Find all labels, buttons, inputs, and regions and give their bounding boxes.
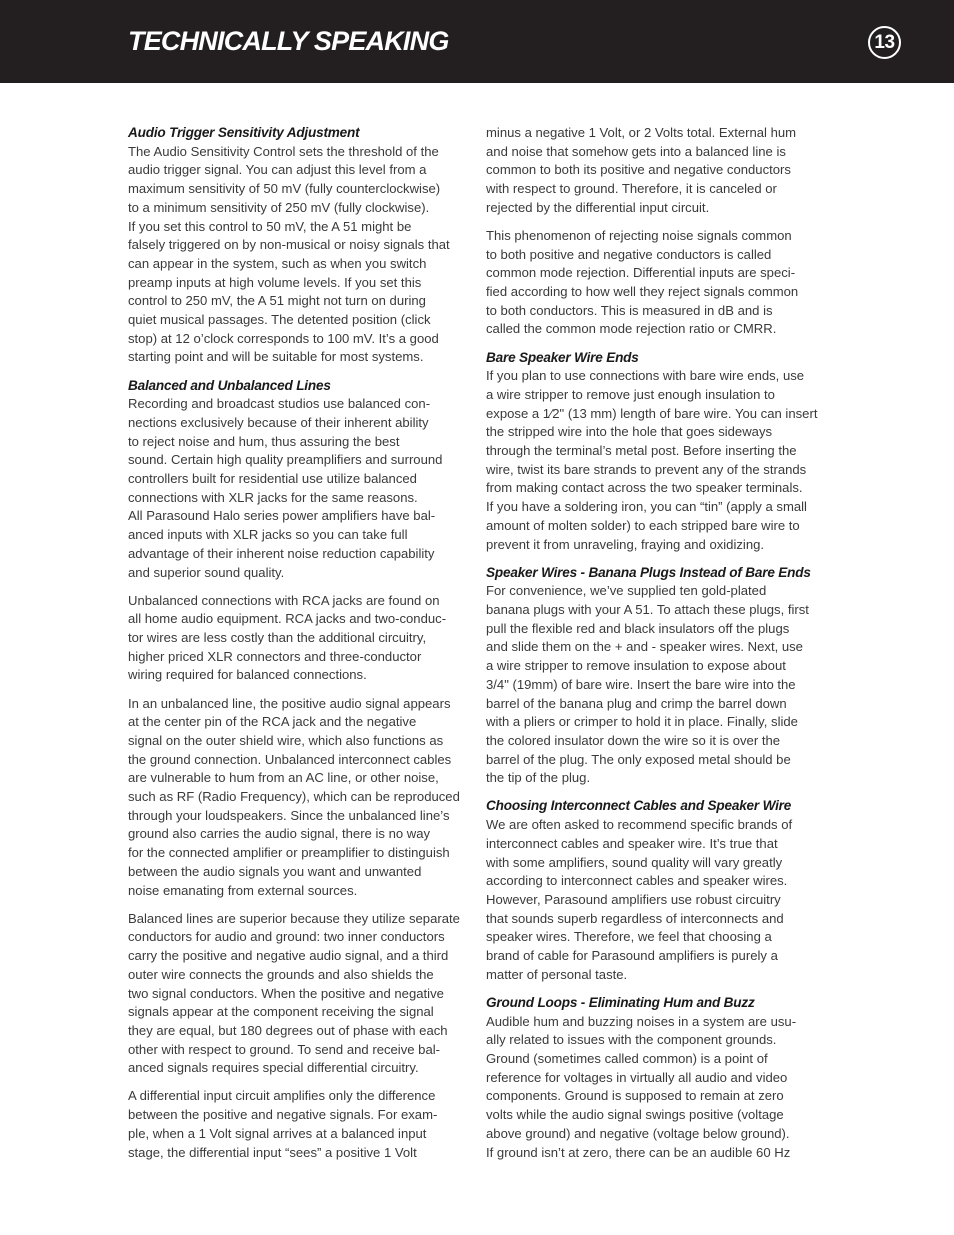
section-heading: Balanced and Unbalanced Lines: [128, 377, 331, 393]
body-paragraph: If you plan to use connections with bare wire ends, use a wire stripper to remove just enough insulation to expose a 1⁄2" (13 mm) length of bare wire. You can insert the stripped wire into the hole that goes sideways through the terminal’s metal post. Before inserting the wire, twist its bare strands to prevent any of the strands from making contact across the two speaker terminals. If you have a soldering iron, you can “tin” (apply a small amount of molten solder) to each stripped bare wire to prevent it from unraveling, fraying and oxidizing.: [486, 368, 818, 552]
left-column: [128, 124, 468, 1172]
body-paragraph: minus a negative 1 Volt, or 2 Volts total. External hum and noise that somehow gets into a balanced line is common to both its positive and negative conductors with respect to ground. Therefore, it is canceled or rejected by the differential input circuit.: [486, 125, 797, 215]
body-paragraph: This phenomenon of rejecting noise signals common to both positive and negative conductors is called common mode rejection. Differential inputs are speci- fied according to how well they reject signals common to both conductors. This is measured in dB and is called the common mode rejection ratio or CMRR.: [486, 227, 799, 337]
section-heading: Choosing Interconnect Cables and Speaker Wire: [486, 798, 792, 814]
page-title: TECHNICALLY SPEAKING: [128, 26, 449, 56]
body-paragraph: Audible hum and buzzing noises in a system are usu- ally related to issues with the component grounds. Ground (sometimes called common) is a point of reference for voltages in virtually all audio and video components. Ground is supposed to remain at zero volts while the audio signal swings positive (voltage above ground) and negative (voltage below ground). If ground isn’t at zero, there can be an audible 60 Hz: [486, 1013, 797, 1160]
body-paragraph: Unbalanced connections with RCA jacks are found on all home audio equipment. RCA jacks and two-conduc- tor wires are less costly than the additional circuitry, higher priced XLR connectors and three-conductor wiring required for balanced connections.: [128, 592, 447, 683]
body-paragraph: We are often asked to recommend specific brands of interconnect cables and speaker wire. It’s true that with some amplifiers, sound quality will vary greatly according to interconnect cables and speaker wires. However, Parasound amplifiers use robust circuitry that sounds superb regardless of interconnects and speaker wires. Therefore, we feel that choosing a brand of cable for Parasound amplifiers is purely a matter of personal taste.: [486, 817, 793, 982]
body-paragraph: The Audio Sensitivity Control sets the threshold of the audio trigger signal. You can adjust this level from a maximum sensitivity of 50 mV (fully counterclockwise) to a minimum sensitivity of 250 mV (fully clockwise). If you set this control to 50 mV, the A 51 might be falsely triggered on by non-musical or noisy signals that can appear in the system, such as when you switch preamp inputs at high volume levels. If you set this control to 250 mV, the A 51 might not turn on during quiet musical passages. The detented position (click stop) at 12 o’clock corresponds to 100 mV. It’s a good starting point and will be suitable for most systems.: [128, 143, 450, 365]
section-heading: Speaker Wires - Banana Plugs Instead of Bare Ends: [486, 564, 811, 580]
section-heading: Bare Speaker Wire Ends: [486, 349, 639, 365]
body-paragraph: For convenience, we’ve supplied ten gold-plated banana plugs with your A 51. To attach these plugs, first pull the flexible red and black insulators off the plugs and slide them on the + and - speaker wires. Next, use a wire stripper to remove insulation to expose about 3/4" (19mm) of bare wire. Insert the bare wire into the barrel of the banana plug and crimp the barrel down with a pliers or crimper to hold it in place. Finally, slide the colored insulator down the wire so it is over the barrel of the plug. The only exposed metal should be the tip of the plug.: [486, 583, 809, 786]
body-paragraph: Recording and broadcast studios use balanced con- nections exclusively because of their inherent ability to reject noise and hum, thus assuring the best sound. Certain high quality preamplifiers and surround controllers built for residential use utilize balanced connections with XLR jacks for the same reasons. All Parasound Halo series power amplifiers have bal- anced inputs with XLR jacks so you can take full advantage of their inherent noise reduction capability and superior sound quality.: [128, 396, 443, 580]
body-paragraph: In an unbalanced line, the positive audio signal appears at the center pin of the RCA jack and the negative signal on the outer shield wire, which also functions as the ground connection. Unbalanced interconnect cables are vulnerable to hum from an AC line, or other noise, such as RF (Radio Frequency), which can be reproduced through your loudspeakers. Since the unbalanced line’s ground also carries the audio signal, there is no way for the connected amplifier or preamplifier to distinguish between the audio signals you want and unwanted noise emanating from external sources.: [128, 695, 460, 898]
page-header: [0, 0, 954, 83]
section-heading: Ground Loops - Eliminating Hum and Buzz: [486, 994, 755, 1010]
body-paragraph: Balanced lines are superior because they utilize separate conductors for audio and ground: two inner conductors carry the positive and negative audio signal, and a third outer wire connects the grounds and also shields the two signal conductors. When the positive and negative signals appear at the component receiving the signal they are equal, but 180 degrees out of phase with each other with respect to ground. To send and receive bal- anced signals requires special differential circuitry.: [128, 910, 460, 1076]
body-paragraph: A differential input circuit amplifies only the difference between the positive and negative signals. For exam- ple, when a 1 Volt signal arrives at a balanced input stage, the differential input “sees” a positive 1 Volt: [128, 1088, 438, 1160]
section-heading: Audio Trigger Sensitivity Adjustment: [128, 125, 360, 140]
right-column: [486, 124, 828, 1172]
page-number-badge: 13: [868, 26, 901, 59]
